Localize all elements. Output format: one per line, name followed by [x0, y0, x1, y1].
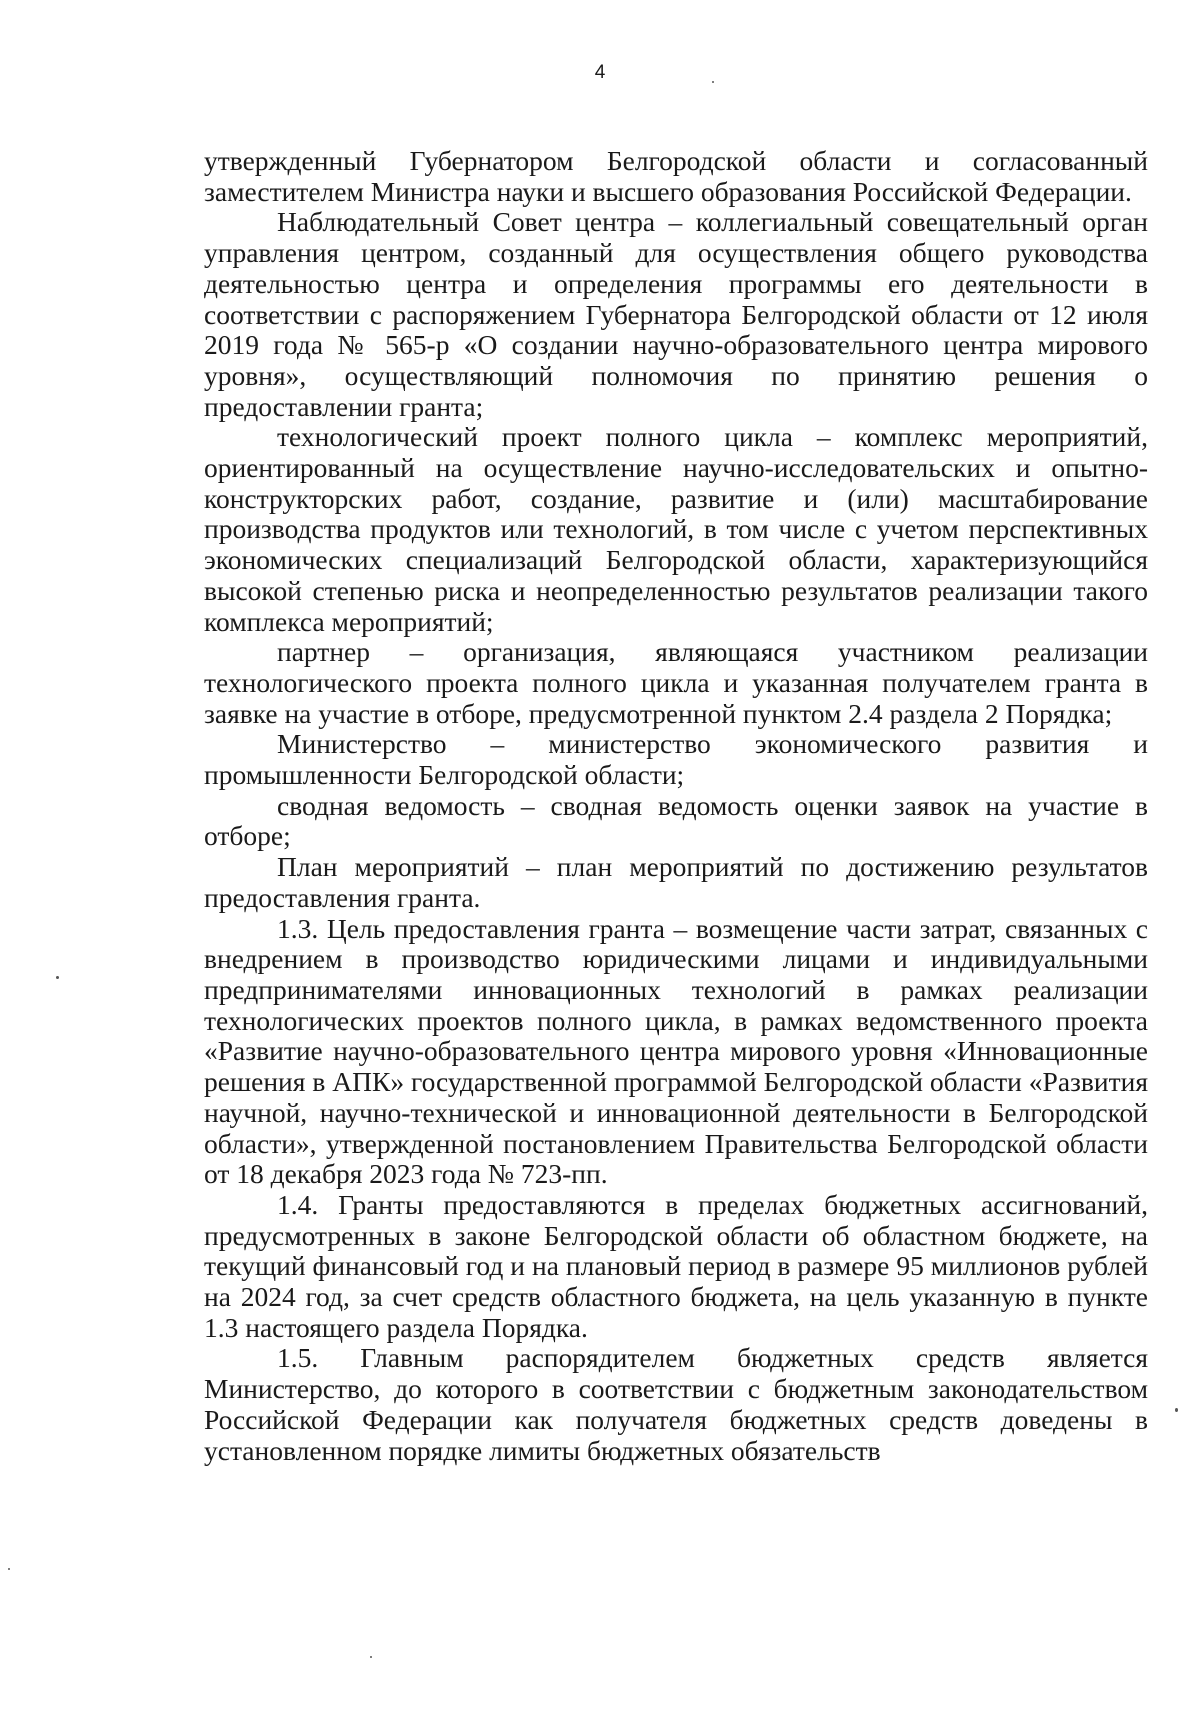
paragraph-summary-sheet: сводная ведомость – сводная ведомость оценки заявок на участие в отборе;: [204, 789, 1148, 852]
paragraph-action-plan: План мероприятий – план мероприятий по достижению результатов предоставления гранта.: [204, 851, 1148, 913]
scan-speck: [370, 1656, 372, 1658]
scan-speck: [1175, 1408, 1178, 1412]
paragraph-partner: партнер – организация, являющаяся участником реализации технологического проекта полного цикла и указанная получателем гранта в заявке на участие в отборе, предусмотренной пунктом 2.4 раздела 2 Порядка;: [204, 636, 1148, 729]
document-body: [204, 146, 1148, 1466]
scan-speck: [56, 976, 59, 979]
paragraph-technology-project: технологический проект полного цикла – комплекс мероприятий, ориентированный на осуществление научно-исследовательских и опытно-конструкторских работ, создание, развитие и (или) масштабирование производства продуктов или технологий, в том числе с учетом перспективных экономических специализаций Белгородской области, характеризующийся высокой степенью риска и неопределенностью результатов реализации такого комплекса мероприятий;: [204, 421, 1148, 637]
paragraph-section-1-4: 1.4. Гранты предоставляются в пределах бюджетных ассигнований, предусмотренных в законе Белгородской области об областном бюджете, на текущий финансовый год и на плановый период в размере 95 миллионов рублей на 2024 год, за счет средств областного бюджета, на цель указанную в пункте 1.3 настоящего раздела Порядка.: [204, 1188, 1148, 1343]
paragraph-ministry: Министерство – министерство экономического развития и промышленности Белгородской области;: [204, 728, 1148, 791]
scan-speck: [8, 1568, 10, 1570]
scan-speck: [712, 81, 714, 83]
paragraph-section-1-3: 1.3. Цель предоставления гранта – возмещение части затрат, связанных с внедрением в производство юридическими лицами и индивидуальными предпринимателями инновационных технологий в рамках реализации технологических проектов полного цикла, в рамках ведомственного проекта «Развитие научно-образовательного центра мирового уровня «Инновационные решения в АПК» государственной программой Белгородской области «Развития научной, научно-технической и инновационной деятельности в Белгородской области», утвержденной постановлением Правительства Белгородской области от 18 декабря 2023 года № 723-пп.: [204, 912, 1148, 1190]
paragraph-section-1-5: 1.5. Главным распорядителем бюджетных средств является Министерство, до которого в соответствии с бюджетным законодательством Российской Федерации как получателя бюджетных средств доведены в установленном порядке лимиты бюджетных обязательств: [204, 1342, 1148, 1466]
page-number: 4: [594, 62, 606, 83]
paragraph-supervisory-council: Наблюдательный Совет центра – коллегиальный совещательный орган управления центром, созданный для осуществления общего руководства деятельностью центра и определения программы его деятельности в соответствии с распоряжением Губернатора Белгородской области от 12 июля 2019 года № 565-р «О создании научно-образовательного центра мирового уровня», осуществляющий полномочия по принятию решения о предоставлении гранта;: [204, 206, 1148, 422]
paragraph-approval: утвержденный Губернатором Белгородской области и согласованный заместителем Министра науки и высшего образования Российской Федерации.: [204, 145, 1148, 207]
